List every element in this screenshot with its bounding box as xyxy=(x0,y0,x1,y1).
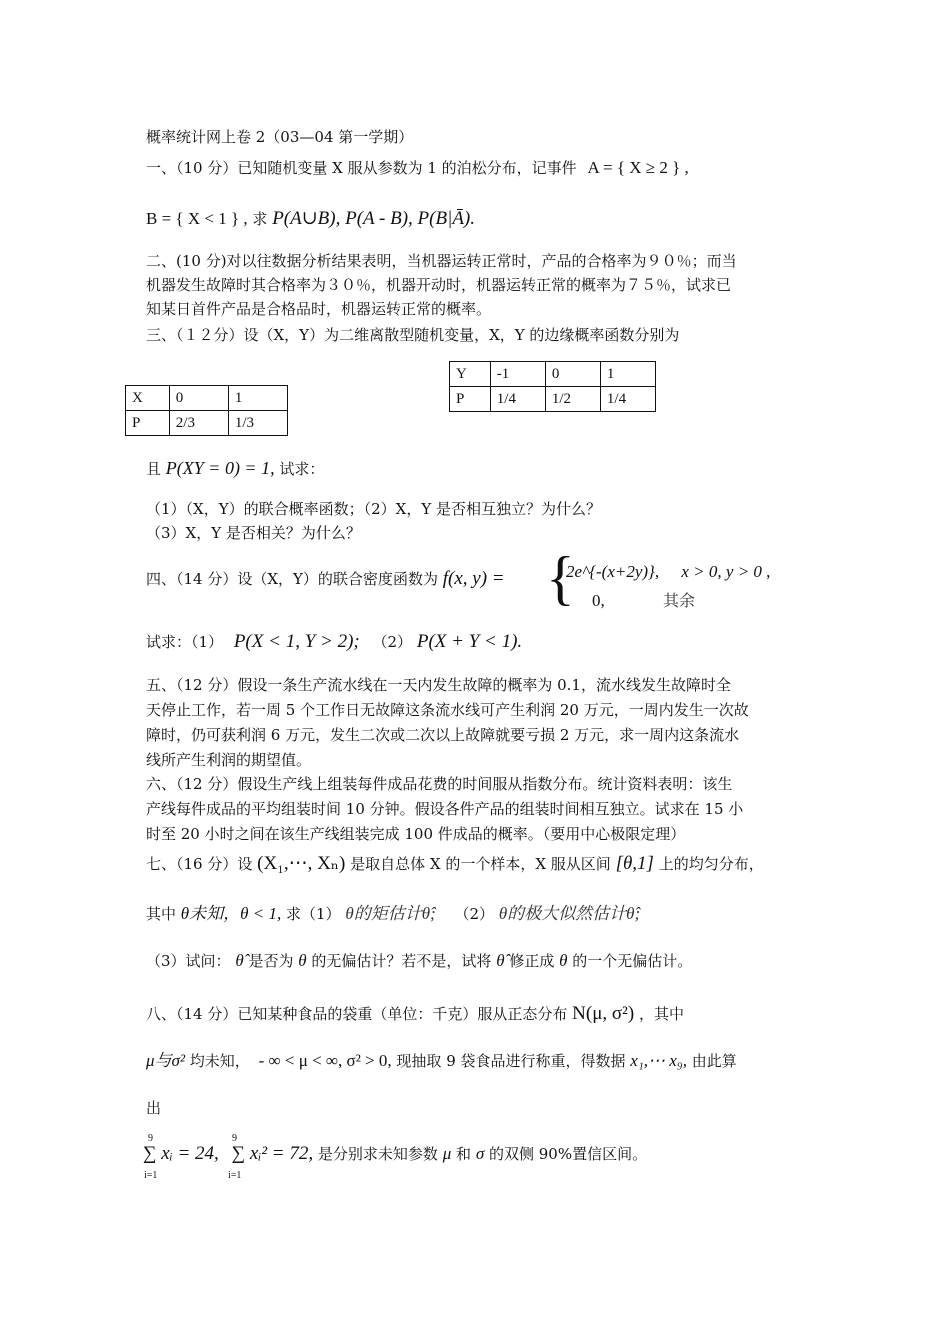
q7-l3-b: 是否为 xyxy=(248,952,294,970)
q7-suffix: 上的均匀分布， xyxy=(658,855,764,873)
q1-line2 xyxy=(146,208,475,230)
q6-line3: 时至 20 小时之间在该生产线组装完成 100 件成品的概率。（要用中心极限定理） xyxy=(146,825,686,843)
q1-text: 一、（10 分）已知随机变量 X 服从参数为 1 的泊松分布，记事件 xyxy=(146,159,577,177)
q1-ask: 求 xyxy=(252,210,268,228)
q4-case1-cond: x > 0, y > 0 xyxy=(681,562,762,581)
q8-l2-c: 由此算 xyxy=(691,1052,737,1070)
sum1-lower: i=1 xyxy=(144,1170,158,1181)
table-y-cell: 1 xyxy=(600,362,655,387)
q4-intro xyxy=(146,568,505,590)
q1-formula: P(A∪B), P(A - B), P(B|Ā). xyxy=(272,208,475,229)
q4-case2 xyxy=(592,590,695,612)
table-x-marginal xyxy=(125,385,288,436)
q3-part-3: （3）X，Y 是否相关？为什么？ xyxy=(146,524,361,542)
q7-l2-theta: θ未知，θ < 1, xyxy=(180,904,282,923)
q7-l3-theta2: θ xyxy=(559,951,568,970)
q6-line2: 产线每件成品的平均组装时间 10 分钟。假设各件产品的组装时间相互独立。试求在 15 小 xyxy=(146,800,744,818)
q7-l3-e: 的一个无偏估计。 xyxy=(572,952,693,970)
q7-l3-a: （3）试问： xyxy=(146,952,231,970)
q7-line2 xyxy=(146,903,640,925)
q8-data: x₁,⋯ x₉, xyxy=(630,1051,687,1070)
table-x-cell: P xyxy=(126,411,170,436)
sum1-upper: 9 xyxy=(148,1133,153,1144)
q4-text: 四、（14 分）设（X，Y）的联合密度函数为 xyxy=(146,570,438,588)
q7-l3-c: 的无偏估计？若不是，试将 xyxy=(311,952,492,970)
table-y-marginal xyxy=(449,361,656,412)
q3-cond-suffix: 试求： xyxy=(279,460,325,478)
q8-l4-a: 是分别求未知参数 xyxy=(317,1145,438,1163)
table-y-cell: 1/4 xyxy=(600,387,655,412)
q8-line2 xyxy=(146,1050,737,1072)
piecewise-brace: { xyxy=(546,545,575,611)
q3-condition xyxy=(146,457,324,480)
q4-p1: P(X < 1, Y > 2); xyxy=(233,631,360,652)
q5-line3: 障时，仍可获利润 6 万元，发生二次或二次以上故障就要亏损 2 万元，求一周内这条流水 xyxy=(146,726,740,744)
sum2-upper: 9 xyxy=(232,1133,237,1144)
table-y-row xyxy=(450,387,656,412)
q8-l4-sigma: σ xyxy=(475,1144,485,1163)
table-x-cell: 2/3 xyxy=(169,411,228,436)
q8-suffix: ，其中 xyxy=(638,1005,684,1023)
q1-event-a: A = { X ≥ 2 } , xyxy=(587,158,689,177)
q4-case2-cond: 其余 xyxy=(663,591,696,610)
q3-cond-prefix: 且 xyxy=(146,460,162,478)
q5-line1: 五、（12 分）假设一条生产流水线在一天内发生故障的概率为 0.1，流水线发生故障时全 xyxy=(146,676,731,694)
q4-mid: （2） xyxy=(372,633,413,651)
table-x-cell: 1 xyxy=(228,386,287,411)
q5-line4: 线所产生利润的期望值。 xyxy=(146,751,312,769)
table-y-cell: Y xyxy=(450,362,491,387)
q8-params: μ与σ² xyxy=(146,1051,186,1070)
table-y-header xyxy=(450,362,656,387)
q7-l2-mom: θ的矩估计θ̂; xyxy=(345,904,436,923)
q4-ask-line xyxy=(146,631,522,653)
q7-l3-hat2: θ̂ xyxy=(496,951,505,970)
table-y-cell: 1/2 xyxy=(545,387,600,412)
q2-line2: 机器发生故障时其合格率为３０％，机器开动时，机器运转正常的概率为７５％，试求已 xyxy=(146,276,732,294)
q8-dist: N(μ, σ²) xyxy=(572,1003,635,1024)
q7-l2-a: 其中 xyxy=(146,905,177,923)
q1-event-b: B = { X < 1 } , xyxy=(146,209,248,228)
q8-l4-c: 的双侧 90%置信区间。 xyxy=(488,1145,648,1163)
q7-line1 xyxy=(146,853,764,875)
q1-line1 xyxy=(146,157,689,179)
table-y-cell: P xyxy=(450,387,491,412)
table-x-header xyxy=(126,386,288,411)
q7-interval: [θ,1] xyxy=(615,853,654,874)
q7-mid: 是取自总体 X 的一个样本，X 服从区间 xyxy=(350,855,611,873)
q4-case2-expr: 0, xyxy=(592,591,605,610)
q3-text: 三、（１２分）设（X，Y）为二维离散型随机变量，X，Y 的边缘概率函数分别为 xyxy=(146,326,680,344)
q8-line1 xyxy=(146,1003,684,1025)
q4-fxy: f(x, y) = xyxy=(442,568,505,589)
q8-l4-b: 和 xyxy=(456,1145,472,1163)
q2-line1: 二、(10 分)对以往数据分析结果表明，当机器运转正常时，产品的合格率为９０％；而当 xyxy=(146,252,737,270)
q7-prefix: 七、（16 分）设 xyxy=(146,855,253,873)
q8-range: - ∞ < μ < ∞, σ² > 0, xyxy=(258,1051,392,1070)
q7-l3-d: 修正成 xyxy=(509,952,555,970)
q8-l2-a: 均未知， xyxy=(189,1052,250,1070)
table-y-cell: -1 xyxy=(490,362,545,387)
q7-line3 xyxy=(146,950,692,972)
table-x-cell: 0 xyxy=(169,386,228,411)
q6-line1: 六、（12 分）假设生产线上组装每件成品花费的时间服从指数分布。统计资料表明：该生 xyxy=(146,775,733,793)
table-x-cell: 1/3 xyxy=(228,411,287,436)
q7-sample: (X₁,⋯, Xₙ) xyxy=(257,853,346,874)
q8-prefix: 八、（14 分）已知某种食品的袋重（单位：千克）服从正态分布 xyxy=(146,1005,568,1023)
document-title: 概率统计网上卷 2（03—04 第一学期） xyxy=(146,128,414,146)
table-y-cell: 1/4 xyxy=(490,387,545,412)
q8-sum2: ∑ xᵢ² = 72, xyxy=(231,1143,314,1164)
q7-l2-mle: θ的极大似然估计θ̂; xyxy=(498,904,641,923)
q8-sum1: ∑ xᵢ = 24, xyxy=(143,1143,219,1164)
q3-cond-formula: P(XY = 0) = 1, xyxy=(165,458,275,478)
q4-comma: , xyxy=(766,562,771,581)
q5-line2: 天停止工作，若一周 5 个工作日无故障这条流水线可产生利润 20 万元，一周内发生一次故 xyxy=(146,701,749,719)
q4-p2: P(X + Y < 1). xyxy=(416,631,523,652)
q8-l4-mu: μ xyxy=(442,1144,452,1163)
q8-l2-b: 现抽取 9 袋食品进行称重，得数据 xyxy=(396,1052,626,1070)
q4-ask: 试求：（1） xyxy=(146,633,224,651)
q8-line4 xyxy=(143,1143,647,1165)
table-x-row xyxy=(126,411,288,436)
table-x-cell: X xyxy=(126,386,170,411)
q7-l3-theta: θ xyxy=(298,951,307,970)
q4-case1 xyxy=(566,561,770,583)
q3-parts-1-2: （1）（X，Y）的联合概率函数；（2）X，Y 是否相互独立？为什么？ xyxy=(146,500,602,518)
sum2-lower: i=1 xyxy=(228,1170,242,1181)
q7-l3-hat: θ̂ xyxy=(235,951,244,970)
q4-case1-expr: 2e^{-(x+2y)}, xyxy=(566,562,660,581)
q7-l2-ask: 求（1） xyxy=(286,905,341,923)
q2-line3: 知某日首件产品是合格品时，机器运转正常的概率。 xyxy=(146,300,492,318)
q8-line3: 出 xyxy=(146,1099,162,1117)
table-y-cell: 0 xyxy=(545,362,600,387)
q7-l2-p2: （2） xyxy=(454,905,495,923)
